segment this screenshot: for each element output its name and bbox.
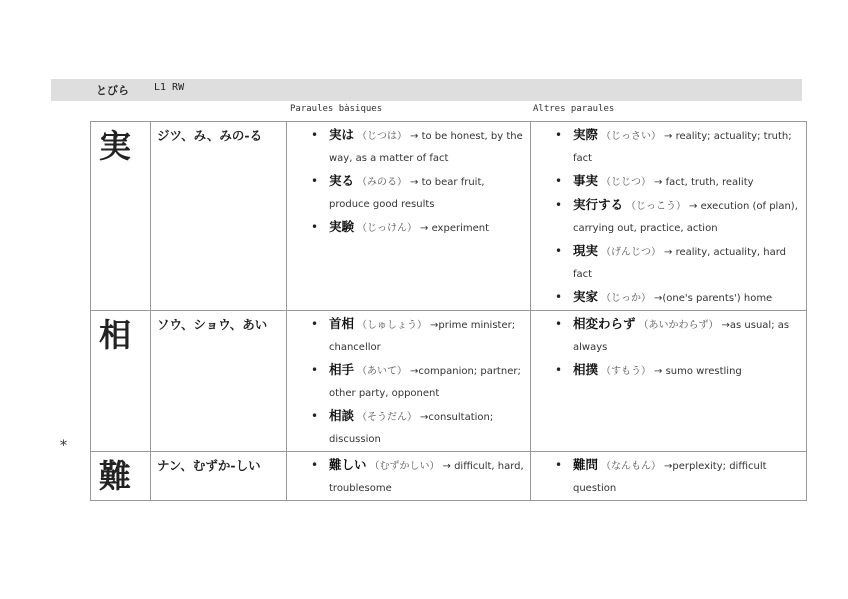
list-item: • 相変わらず （あいかわらず） →as usual; as always — [531, 313, 800, 359]
list-item: • 相撲 （すもう） → sumo wrestling — [531, 359, 800, 383]
list-item: • 実は （じつは） → to be honest, by the way, as a matter of fact — [287, 124, 524, 170]
list-item: • 相手 （あいて） →companion; partner; other party, opponent — [287, 359, 524, 405]
list-item: • 実る （みのる） → to bear fruit, produce good results — [287, 170, 524, 216]
kanji-table — [90, 121, 807, 501]
basic-words-list — [287, 313, 530, 451]
difficulty-marker: * — [60, 438, 67, 454]
kanji-readings: ジツ、み、みの-る — [157, 128, 263, 143]
table-row — [91, 452, 807, 501]
table-row — [91, 122, 807, 311]
textbook-title: とびら — [96, 84, 129, 97]
list-item: • 実験 （じっけん） → experiment — [287, 216, 524, 240]
basic-words-list — [287, 454, 530, 500]
list-item: • 相談 （そうだん） →consultation; discussion — [287, 405, 524, 451]
list-item: • 現実 （げんじつ） → reality, actuality, hard fact — [531, 240, 800, 286]
list-item: • 実際 （じっさい） → reality; actuality; truth; fact — [531, 124, 800, 170]
kanji-character: 実 — [99, 127, 132, 165]
list-item: • 首相 （しゅしょう） →prime minister; chancellor — [287, 313, 524, 359]
kanji-character: 相 — [99, 316, 132, 354]
list-item: • 事実 （じじつ） → fact, truth, reality — [531, 170, 800, 194]
column-header-other: Altres paraules — [533, 104, 615, 114]
list-item: • 難しい （むずかしい） → difficult, hard, troublesome — [287, 454, 524, 500]
list-item: • 実家 （じっか） →(one's parents') home — [531, 286, 800, 310]
kanji-readings: ソウ、ショウ、あい — [157, 317, 268, 332]
other-words-list — [531, 124, 806, 310]
other-words-list — [531, 313, 806, 383]
column-header-basic: Paraules bàsiques — [290, 104, 383, 114]
list-item: • 実行する （じっこう） → execution (of plan), carrying out, practice, action — [531, 194, 800, 240]
other-words-list — [531, 454, 806, 500]
basic-words-list — [287, 124, 530, 240]
table-row — [91, 311, 807, 452]
kanji-readings: ナン、むずか-しい — [157, 458, 261, 473]
kanji-character: 難 — [99, 457, 132, 495]
lesson-label: L1 RW — [154, 82, 185, 93]
list-item: • 難問 （なんもん） →perplexity; difficult question — [531, 454, 800, 500]
